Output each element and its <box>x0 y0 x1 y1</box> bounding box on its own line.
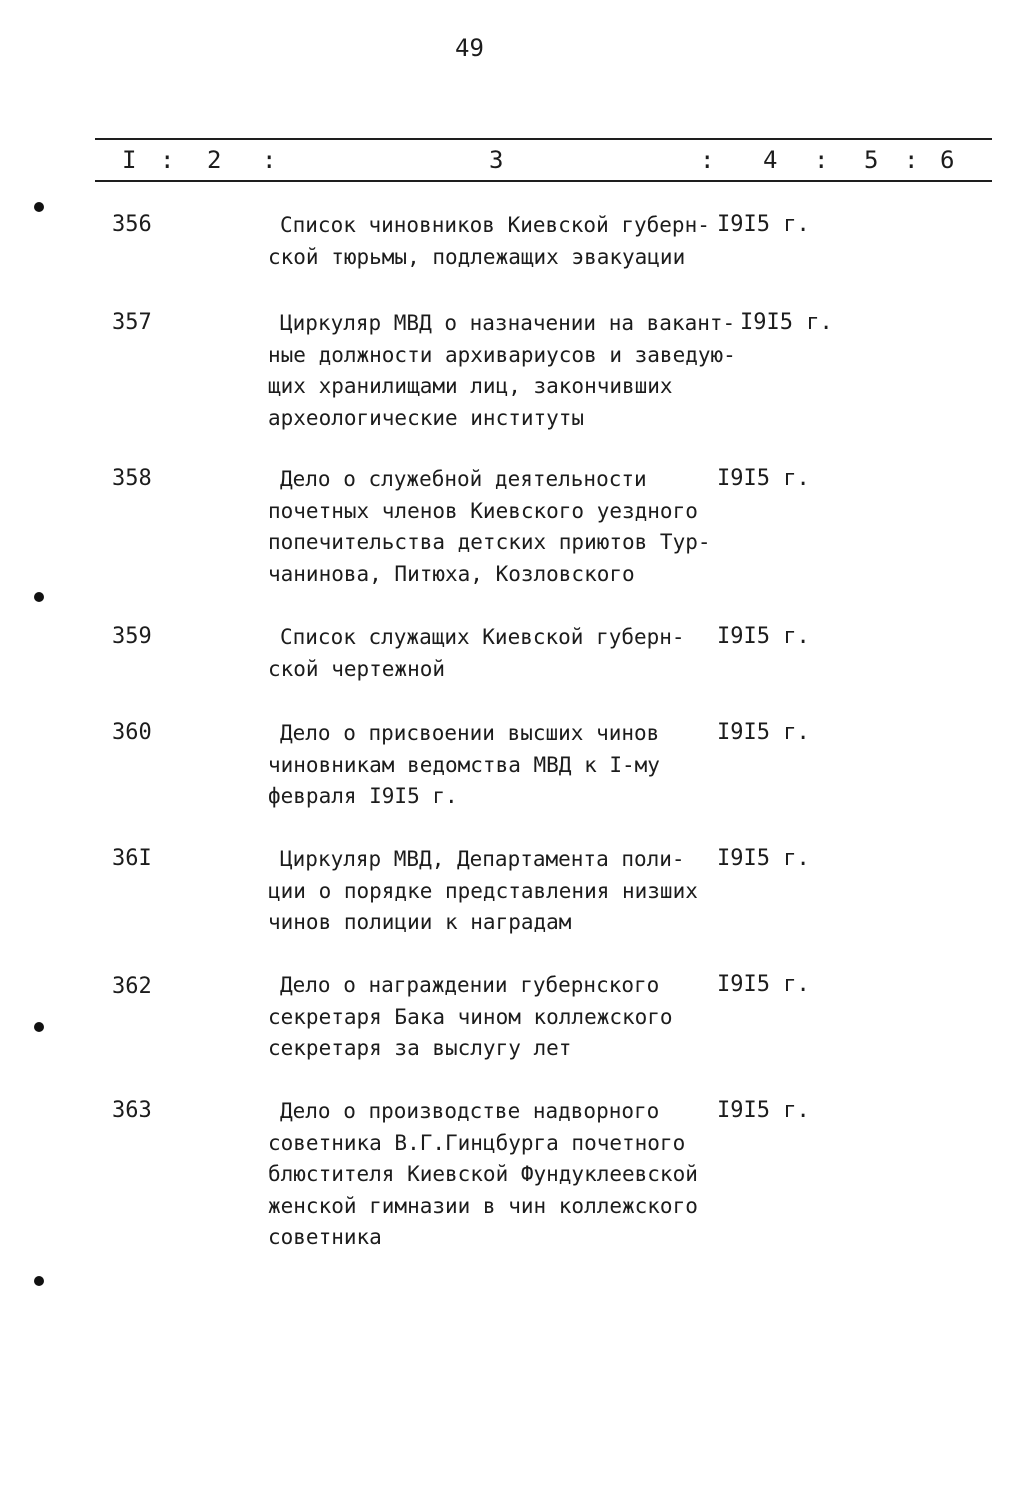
record-number: 359 <box>112 624 152 649</box>
record-year: I9I5 г. <box>717 1098 810 1123</box>
col-sep: : <box>814 146 829 174</box>
header-rule-bottom <box>95 180 992 182</box>
record-year: I9I5 г. <box>717 466 810 491</box>
record-description: Циркуляр МВД о назначении на вакант- ные должности архивариусов и заведую- щих хранилищами лиц, закончивших археологические институты <box>268 311 736 430</box>
col-4: 4 <box>763 146 778 174</box>
col-sep: : <box>160 146 175 174</box>
binder-hole <box>34 1276 44 1286</box>
record-year: I9I5 г. <box>717 846 810 871</box>
record-number: 357 <box>112 310 152 335</box>
col-6: 6 <box>940 146 955 174</box>
record-number: 363 <box>112 1098 152 1123</box>
record-year: I9I5 г. <box>717 624 810 649</box>
record-description: Дело о награждении губернского секретаря Бака чином коллежского секретаря за выслугу лет <box>268 973 673 1060</box>
binder-hole <box>34 1022 44 1032</box>
record-number: 360 <box>112 720 152 745</box>
col-1: I <box>122 146 137 174</box>
record-description: Список чиновников Киевской губерн- ской тюрьмы, подлежащих эвакуации <box>268 213 710 269</box>
record-number: 356 <box>112 212 152 237</box>
binder-hole <box>34 592 44 602</box>
record-year: I9I5 г. <box>717 972 810 997</box>
record-year: I9I5 г. <box>717 720 810 745</box>
col-sep: : <box>700 146 715 174</box>
record-description: Список служащих Киевской губерн- ской чертежной <box>268 625 685 681</box>
col-2: 2 <box>207 146 222 174</box>
record-year: I9I5 г. <box>717 212 810 237</box>
page-number: 49 <box>455 34 484 62</box>
record-number: 358 <box>112 466 152 491</box>
col-3: 3 <box>489 146 504 174</box>
col-sep: : <box>262 146 277 174</box>
record-number: 362 <box>112 974 152 999</box>
header-rule-top <box>95 138 992 140</box>
col-sep: : <box>904 146 919 174</box>
record-number: 36I <box>112 846 152 871</box>
record-year: I9I5 г. <box>740 310 833 335</box>
record-description: Дело о присвоении высших чинов чиновникам ведомства МВД к I-му февраля I9I5 г. <box>268 721 660 808</box>
record-description: Дело о служебной деятельности почетных членов Киевского уездного попечительства детских приютов Тур- чанинова, Питюха, Козловского <box>268 467 711 586</box>
record-description: Циркуляр МВД, Департамента поли- ции о порядке представления низших чинов полиции к наградам <box>268 847 698 934</box>
col-5: 5 <box>864 146 879 174</box>
record-description: Дело о производстве надворного советника В.Г.Гинцбурга почетного блюстителя Киевской Фундуклеевской женской гимназии в чин коллежского советника <box>268 1099 698 1249</box>
binder-hole <box>34 202 44 212</box>
